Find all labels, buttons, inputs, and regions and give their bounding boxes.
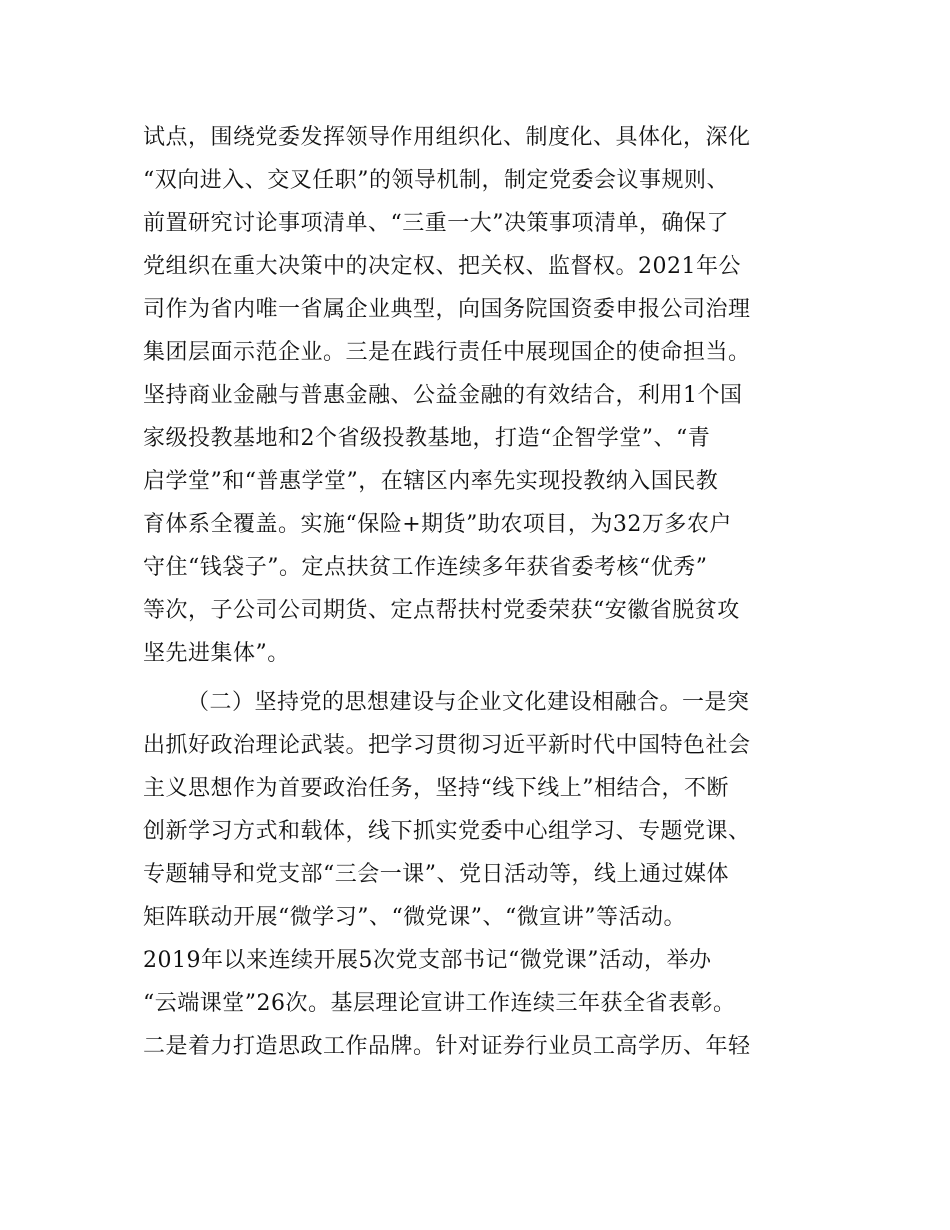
text-line: 守住“钱袋子”。定点扶贫工作连续多年获省委考核“优秀” bbox=[143, 555, 708, 580]
text-line: 创新学习方式和载体，线下抓实党委中心组学习、专题党课、 bbox=[143, 819, 751, 844]
text-line: 党组织在重大决策中的决定权、把关权、监督权。2021年公 bbox=[143, 254, 741, 279]
text-line: 出抓好政治理论武装。把学习贯彻习近平新时代中国特色社会 bbox=[143, 733, 751, 758]
text-line: 主义思想作为首要政治任务，坚持“线下线上”相结合，不断 bbox=[143, 776, 729, 801]
text-line: “双向进入、交叉任职”的领导机制，制定党委会议事规则、 bbox=[143, 168, 729, 193]
text-line: 试点，围绕党委发挥领导作用组织化、制度化、具体化，深化 bbox=[143, 125, 751, 150]
paragraph-1 bbox=[143, 116, 823, 675]
text-line: 2019年以来连续开展5次党支部书记“微党课”活动，举办 bbox=[143, 948, 712, 973]
paragraph-2 bbox=[143, 681, 823, 1068]
text-line: 育体系全覆盖。实施“保险+期货”助农项目，为32万多农户 bbox=[143, 512, 732, 537]
text-line-indented: （二）坚持党的思想建设与企业文化建设相融合。一是突 bbox=[187, 690, 750, 715]
text-line: 前置研究讨论事项清单、“三重一大”决策事项清单，确保了 bbox=[143, 211, 729, 236]
text-line: 坚持商业金融与普惠金融、公益金融的有效结合，利用1个国 bbox=[143, 383, 743, 408]
text-line: 专题辅导和党支部“三会一课”、党日活动等，线上通过媒体 bbox=[143, 862, 729, 887]
text-line: 启学堂”和“普惠学堂”，在辖区内率先实现投教纳入国民教 bbox=[143, 469, 719, 494]
text-line: 坚先进集体”。 bbox=[143, 641, 290, 666]
text-line: 集团层面示范企业。三是在践行责任中展现国企的使命担当。 bbox=[143, 340, 751, 365]
text-line: 二是着力打造思政工作品牌。针对证券行业员工高学历、年轻 bbox=[143, 1034, 751, 1059]
text-line: 家级投教基地和2个省级投教基地，打造“企智学堂”、“青 bbox=[143, 426, 711, 451]
text-line: “云端课堂”26次。基层理论宣讲工作连续三年获全省表彰。 bbox=[143, 991, 736, 1016]
text-line: 等次，子公司公司期货、定点帮扶村党委荣获“安徽省脱贫攻 bbox=[143, 598, 740, 623]
text-line: 矩阵联动开展“微学习”、“微党课”、“微宣讲”等活动。 bbox=[143, 905, 686, 930]
text-line: 司作为省内唯一省属企业典型，向国务院国资委申报公司治理 bbox=[143, 297, 751, 322]
